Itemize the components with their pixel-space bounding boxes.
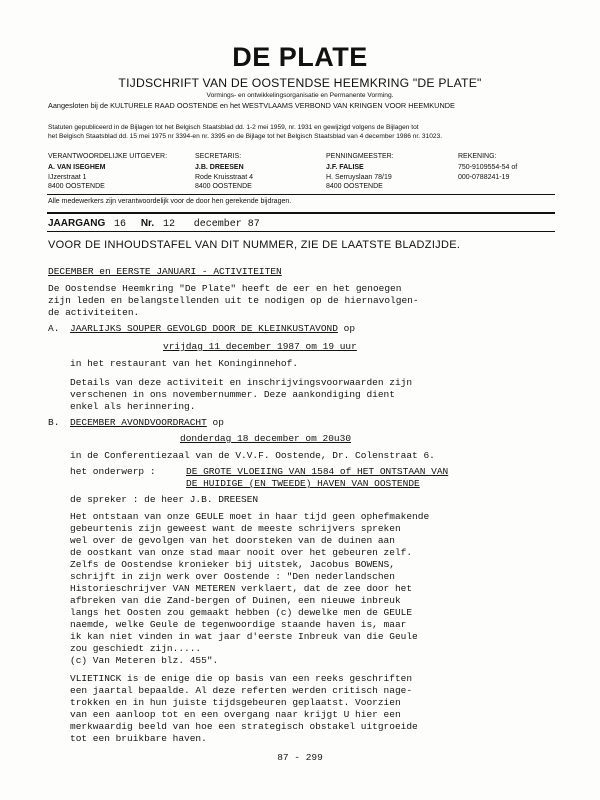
body-line: afbreken van die Zand-bergen of Duinen, een nieuwe inbreuk <box>70 595 401 606</box>
nr-value: 12 <box>162 219 175 230</box>
section-a-detail-line: enkel als herinnering. <box>70 401 196 412</box>
body-line: trokken en in hun juiste tijdsgebeuren geplaatst. Voorzien <box>70 697 401 708</box>
section-a-heading <box>70 323 355 335</box>
intro-line: De Oostendse Heemkring "De Plate" heeft de eer en het genoegen <box>48 283 402 294</box>
publisher-city: 8400 OOSTENDE <box>48 183 105 190</box>
intro-line: zijn leden en belangstellenden uit te nodigen op de hiernavolgen- <box>48 295 419 306</box>
section-b-place: in de Conferentiezaal van de V.V.F. Oostende, Dr. Colenstraat 6. <box>70 450 435 461</box>
divider <box>47 212 555 214</box>
account-role: REKENING: <box>458 153 497 160</box>
divider <box>47 194 555 195</box>
account-number-2: 000-0788241-19 <box>458 174 510 181</box>
publisher-street: IJzerstraat 1 <box>48 174 87 181</box>
publisher-role: VERANTWOORDELIJKE UITGEVER: <box>48 153 168 160</box>
treasurer-name: J.F. FALISE <box>326 164 364 171</box>
body-line: schrijft in zijn werk over Oostende : "Den nederlandschen <box>70 571 395 582</box>
publisher-name: A. VAN ISEGHEM <box>48 164 106 171</box>
section-a-title-suffix: op <box>343 323 356 334</box>
secretary-city: 8400 OOSTENDE <box>195 183 252 190</box>
body-line: naemde, welke Geule de tegenwoordige staande haven is, maar <box>70 619 407 630</box>
statutes-line-2: het Belgisch Staatsblad dd. 15 mei 1975 nr 3394-en nr. 3395 en de Bijlage tot het Belgisch Staatsblad van 4 december 1986 nr. 31023. <box>48 133 443 140</box>
masthead-tagline: Vormings- en ontwikkelingsorganisatie en Permanente Vorming. <box>206 92 394 99</box>
secretary-role: SECRETARIS: <box>195 153 242 160</box>
body-line: tot een bruikbare haven. <box>70 733 207 744</box>
body-line: wel over de gevolgen van het doorsteken van de duinen aan <box>70 535 395 546</box>
body-line: gebeurtenis zijn geweest want de meeste schrijvers spreken <box>70 523 401 534</box>
masthead-affiliation: Aangesloten bij de KULTURELE RAAD OOSTENDE en het WESTVLAAMS VERBOND VAN KRINGEN VOOR HEEMKUNDE <box>48 101 455 110</box>
page-number: 87 - 299 <box>277 752 323 763</box>
section-b-speaker: de spreker : de heer J.B. DREESEN <box>70 494 259 505</box>
body-line: zou geschiedt zijn..... <box>70 643 202 654</box>
section-b-title-suffix: op <box>212 417 224 428</box>
section-a-place: in het restaurant van het Koninginnehof. <box>70 358 299 369</box>
treasurer-street: H. Serruyslaan 78/19 <box>326 174 392 181</box>
body-line: ik kan niet vinden in wat jaar d'eerste Inbreuk van die Geule <box>70 631 418 642</box>
article-heading: DECEMBER en EERSTE JANUARI - ACTIVITEITEN <box>48 266 282 277</box>
section-b-marker: B. <box>48 417 60 428</box>
body-line: (c) Van Meteren blz. 455". <box>70 655 219 666</box>
disclaimer: Alle medewerkers zijn verantwoordelijk voor de door hen gerekende bijdragen. <box>48 198 292 205</box>
masthead-title: DE PLATE <box>232 42 368 72</box>
section-a-marker: A. <box>48 323 60 334</box>
section-a-title: JAARLIJKS SOUPER GEVOLGD DOOR DE KLEINKUSTAVOND <box>70 323 338 334</box>
intro-line: de activiteiten. <box>48 307 140 318</box>
body-line: de oostkant van onze stad maar nooit over het gebeuren zelf. <box>70 547 413 558</box>
section-b-date: donderdag 18 december om 20u30 <box>180 433 352 444</box>
body-line: merkwaardig beeld van hoe een strategisch obstakel uitgroeide <box>70 721 418 732</box>
issue-line <box>48 218 260 230</box>
body-line: VLIETINCK is de enige die op basis van een reeks geschriften <box>70 673 413 684</box>
secretary-street: Rode Kruisstraat 4 <box>195 174 253 181</box>
statutes-line-1: Statuten gepubliceerd in de Bijlagen tot het Belgisch Staatsblad dd. 1-2 mei 1959, nr. 1931 en gewijzigd volgens de Bijlagen tot <box>48 124 419 131</box>
section-b-subject-line: DE HUIDIGE (EN TWEEDE) HAVEN VAN OOSTENDE <box>186 478 420 489</box>
section-b-subject-label: het onderwerp : <box>70 466 156 477</box>
body-line: Het ontstaan van onze GEULE moet in haar tijd geen ophefmakende <box>70 511 430 522</box>
treasurer-city: 8400 OOSTENDE <box>326 183 383 190</box>
account-number-1: 750-9109554-54 of <box>458 164 518 171</box>
masthead-subtitle: TIJDSCHRIFT VAN DE OOSTENDSE HEEMKRING "DE PLATE" <box>118 76 482 90</box>
section-a-date: vrijdag 11 december 1987 om 19 uur <box>163 341 357 352</box>
nr-label: Nr. <box>140 218 155 229</box>
section-b-subject-line: DE GROTE VLOEIING VAN 1584 of HET ONTSTAAN VAN <box>186 466 449 477</box>
issue-date: december 87 <box>193 219 260 230</box>
section-b-heading <box>70 417 224 429</box>
body-line: van een aanloop tot en een overgang naar krijgt U hier een <box>70 709 401 720</box>
toc-notice: VOOR DE INHOUDSTAFEL VAN DIT NUMMER, ZIE DE LAATSTE BLADZIJDE. <box>48 239 461 251</box>
treasurer-role: PENNINGMEESTER: <box>326 153 394 160</box>
jaargang-label: JAARGANG <box>48 218 106 229</box>
body-line: Zelfs de Oostendse kronieker bij uitstek, Jacobus BOWENS, <box>70 559 395 570</box>
body-line: Historieschrijver VAN METEREN verklaert, dat de zee door het <box>70 583 413 594</box>
body-line: een jaartal bepaalde. Al deze referten werden critisch nage- <box>70 685 413 696</box>
body-line: langs het Oosten zou gemaakt hebben (c) dewelke men de GEULE <box>70 607 413 618</box>
divider <box>47 231 555 232</box>
jaargang-value: 16 <box>114 219 127 230</box>
section-b-title: DECEMBER AVONDVOORDRACHT <box>70 417 207 428</box>
section-a-detail-line: Details van deze activiteit en inschrijvingsvoorwaarden zijn <box>70 377 413 388</box>
section-a-detail-line: verschenen in ons novembernummer. Deze aankondiging dient <box>70 389 395 400</box>
secretary-name: J.B. DREESEN <box>195 164 244 171</box>
